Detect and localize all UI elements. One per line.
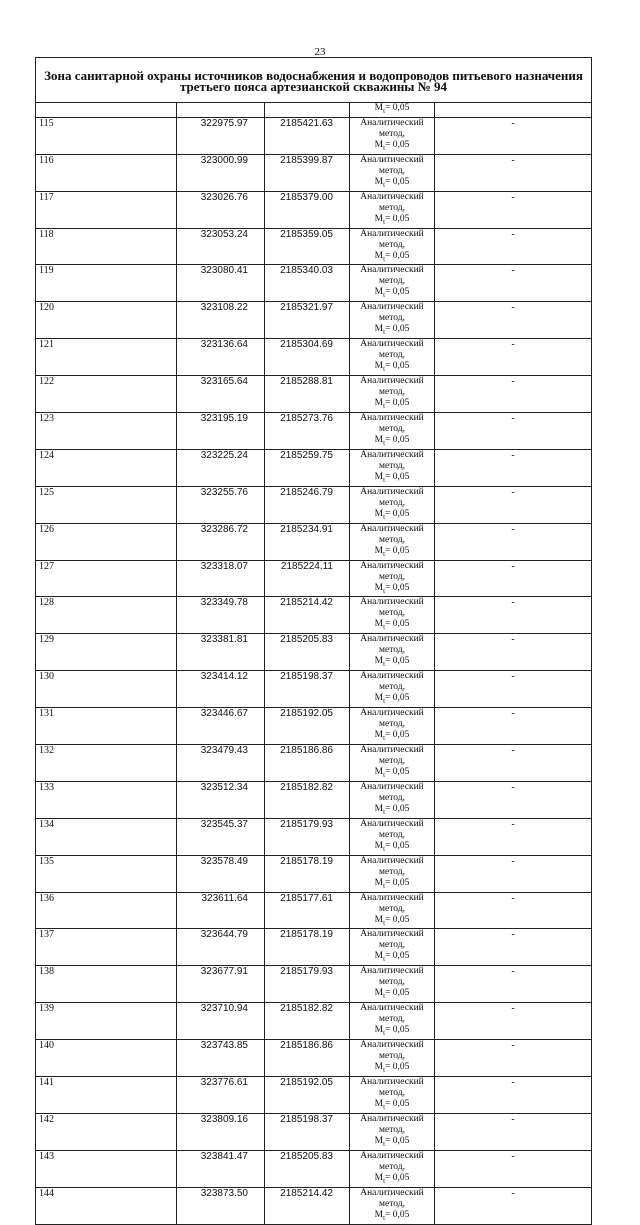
empty-dash: -	[435, 560, 592, 597]
coordinate-y: 2185259.75	[265, 449, 350, 486]
coordinate-y: 2185182.82	[265, 1003, 350, 1040]
empty-dash: -	[435, 597, 592, 634]
coordinate-x: 323414.12	[177, 671, 265, 708]
point-number: 142	[36, 1113, 177, 1150]
coordinate-x: 323841.47	[177, 1150, 265, 1187]
method-label: Аналитический метод,	[360, 449, 424, 471]
table-row	[36, 855, 592, 892]
table-row	[36, 560, 592, 597]
coordinate-x: 323136.64	[177, 339, 265, 376]
coordinate-y: 2185205.83	[265, 1150, 350, 1187]
empty-dash: -	[435, 449, 592, 486]
method-label: Аналитический метод,	[360, 413, 424, 435]
coordinate-x: 323479.43	[177, 745, 265, 782]
coordinate-y: 2185192.05	[265, 1077, 350, 1114]
table-row	[36, 818, 592, 855]
point-number: 117	[36, 191, 177, 228]
coordinate-y: 2185224.11	[265, 560, 350, 597]
coordinate-y: 2185214.42	[265, 1187, 350, 1224]
point-number: 128	[36, 597, 177, 634]
empty-dash: -	[435, 376, 592, 413]
empty-dash: -	[435, 708, 592, 745]
method-label: Аналитический метод,	[360, 302, 424, 324]
accuracy-value: $M_t= 0,05$	[374, 435, 410, 447]
table-row	[36, 781, 592, 818]
empty-dash: -	[435, 929, 592, 966]
accuracy-value: $M_t= 0,05$	[374, 1062, 410, 1075]
method-cell	[350, 265, 435, 302]
point-number: 129	[36, 634, 177, 671]
table-row	[36, 339, 592, 376]
empty-dash: -	[435, 855, 592, 892]
coordinate-y: 2185273.76	[265, 413, 350, 450]
table-row	[36, 265, 592, 302]
empty-dash: -	[435, 302, 592, 339]
title-line-2: третьего пояса артезианской скважины № 94	[180, 79, 448, 94]
point-number: 143	[36, 1150, 177, 1187]
empty-dash: -	[435, 966, 592, 1003]
coordinate-y: 2185399.87	[265, 154, 350, 191]
method-cell	[350, 376, 435, 413]
accuracy-value: $M_t= 0,05$	[374, 324, 410, 337]
table-row	[36, 892, 592, 929]
coordinate-y: 2185304.69	[265, 339, 350, 376]
accuracy-value: $M_t= 0,05$	[374, 951, 410, 964]
accuracy-value: $M_t= 0,05$	[374, 545, 410, 558]
coordinate-y: 2185198.37	[265, 1113, 350, 1150]
method-cell	[350, 966, 435, 1003]
accuracy-value: $M_t= 0,05$	[374, 287, 410, 300]
method-label: Аналитический метод,	[360, 929, 424, 951]
table-row	[36, 154, 592, 191]
method-label: Аналитический метод,	[360, 1187, 424, 1209]
coordinate-x: 323677.91	[177, 966, 265, 1003]
accuracy-value: $M_t= 0,05$	[374, 582, 410, 595]
point-number: 127	[36, 560, 177, 597]
table-row	[36, 1040, 592, 1077]
table-row	[36, 745, 592, 782]
method-cell	[350, 929, 435, 966]
method-label: Аналитический метод,	[360, 486, 424, 508]
coordinate-x: 323545.37	[177, 818, 265, 855]
coordinate-x: 323381.81	[177, 634, 265, 671]
point-number: 118	[36, 228, 177, 265]
accuracy-value: $M_t= 0,05$	[374, 877, 410, 890]
coordinate-x: 323710.94	[177, 1003, 265, 1040]
table-row	[36, 228, 592, 265]
accuracy-value: $M_t= 0,05$	[374, 398, 410, 411]
method-label: Аналитический метод,	[360, 339, 424, 361]
empty-dash: -	[435, 191, 592, 228]
point-number: 126	[36, 523, 177, 560]
table-title-row	[36, 58, 592, 103]
point-number: 132	[36, 745, 177, 782]
method-cell	[350, 486, 435, 523]
accuracy-value: $M_t= 0,05$	[374, 656, 410, 669]
method-cell	[350, 745, 435, 782]
coordinate-y: 2185178.19	[265, 855, 350, 892]
accuracy-value: $M_t= 0,05$	[374, 767, 410, 779]
empty-dash: -	[435, 1113, 592, 1150]
coordinate-y: 2185205.83	[265, 634, 350, 671]
method-label: Аналитический метод,	[360, 523, 424, 545]
coordinate-y: 2185192.05	[265, 708, 350, 745]
point-number: 119	[36, 265, 177, 302]
coordinate-x: 323108.22	[177, 302, 265, 339]
point-number: 141	[36, 1077, 177, 1114]
point-number: 125	[36, 486, 177, 523]
point-number: 135	[36, 855, 177, 892]
title-line-1: Зона санитарной охраны источников водоснабжения и водопроводов питьевого назначения	[44, 68, 583, 83]
method-label: Аналитический метод,	[360, 745, 424, 767]
method-label: Аналитический метод,	[360, 597, 424, 619]
method-cell	[350, 1077, 435, 1114]
method-label: Аналитический метод,	[360, 634, 424, 656]
point-number: 124	[36, 449, 177, 486]
table-title	[36, 58, 592, 103]
table-row	[36, 671, 592, 708]
table-row	[36, 1150, 592, 1187]
method-label: Аналитический метод,	[360, 855, 424, 877]
accuracy-value: $M_t= 0,05$	[374, 250, 410, 263]
coordinate-x: 323743.85	[177, 1040, 265, 1077]
method-label: Аналитический метод,	[360, 966, 424, 988]
empty-dash: -	[435, 265, 592, 302]
method-cell	[350, 154, 435, 191]
point-number: 131	[36, 708, 177, 745]
accuracy-value: $M_t= 0,05$	[374, 988, 410, 1001]
accuracy-value: $M_t= 0,05$	[374, 693, 410, 706]
method-cell	[350, 1187, 435, 1224]
accuracy-value: $M_t= 0,05$	[374, 361, 410, 374]
coordinate-x: 323873.50	[177, 1187, 265, 1224]
method-label: Аналитический метод,	[360, 154, 424, 176]
point-number: 134	[36, 818, 177, 855]
point-number: 136	[36, 892, 177, 929]
point-number: 137	[36, 929, 177, 966]
coordinate-y: 2185421.63	[265, 117, 350, 154]
coordinate-x: 323776.61	[177, 1077, 265, 1114]
coordinate-x: 323000.99	[177, 154, 265, 191]
method-label: Аналитический метод,	[360, 1003, 424, 1025]
method-label: Аналитический метод,	[360, 117, 424, 139]
method-label: Аналитический метод,	[360, 376, 424, 398]
method-label: Аналитический метод,	[360, 1040, 424, 1062]
accuracy-value: $M_t= 0,05$	[374, 730, 410, 743]
coordinate-x: 323080.41	[177, 265, 265, 302]
method-label: Аналитический метод,	[360, 191, 424, 213]
coordinate-y: 2185359.05	[265, 228, 350, 265]
table-row	[36, 1187, 592, 1224]
empty-dash: -	[435, 1003, 592, 1040]
accuracy-value: $M_t= 0,05$	[374, 471, 410, 484]
method-label: Аналитический метод,	[360, 265, 424, 287]
method-cell	[350, 228, 435, 265]
method-cell	[350, 449, 435, 486]
coordinate-y: 2185379.00	[265, 191, 350, 228]
empty-dash: -	[435, 117, 592, 154]
empty-dash: -	[435, 1077, 592, 1114]
coordinate-x: 323349.78	[177, 597, 265, 634]
table-row	[36, 486, 592, 523]
point-number: 133	[36, 781, 177, 818]
coordinate-x: 323318.07	[177, 560, 265, 597]
table-row	[36, 413, 592, 450]
table-row	[36, 929, 592, 966]
accuracy-value: $M_t= 0,05$	[374, 840, 410, 853]
point-number: 116	[36, 154, 177, 191]
table-row	[36, 634, 592, 671]
coordinate-y: 2185246.79	[265, 486, 350, 523]
point-number: 144	[36, 1187, 177, 1224]
accuracy-value: $M_t= 0,05$	[374, 508, 410, 521]
point-number: 138	[36, 966, 177, 1003]
empty-dash: -	[435, 781, 592, 818]
coordinate-y: 2185340.03	[265, 265, 350, 302]
method-label: Аналитический метод,	[360, 781, 424, 803]
method-cell	[350, 117, 435, 154]
method-label: Аналитический метод,	[360, 228, 424, 250]
method-cell	[350, 671, 435, 708]
coordinate-y: 2185288.81	[265, 376, 350, 413]
empty-dash: -	[435, 339, 592, 376]
coordinate-y: 2185198.37	[265, 671, 350, 708]
method-label: Аналитический метод,	[360, 1150, 424, 1172]
method-cell	[350, 855, 435, 892]
empty-dash: -	[435, 154, 592, 191]
method-cell	[350, 1040, 435, 1077]
method-label: Аналитический метод,	[360, 892, 424, 914]
coordinate-x: 323512.34	[177, 781, 265, 818]
method-label: Аналитический метод,	[360, 818, 424, 840]
method-cell	[350, 413, 435, 450]
method-cell	[350, 892, 435, 929]
accuracy-value: $M_t= 0,05$	[374, 619, 410, 632]
continued-row	[36, 103, 592, 118]
empty-dash: -	[435, 1040, 592, 1077]
point-number: 121	[36, 339, 177, 376]
page-number: 23	[314, 46, 326, 58]
table-row	[36, 1077, 592, 1114]
table-row	[36, 597, 592, 634]
method-cell	[350, 1150, 435, 1187]
method-label: Аналитический метод,	[360, 1113, 424, 1135]
coordinate-x: 323578.49	[177, 855, 265, 892]
table-row	[36, 1003, 592, 1040]
accuracy-value: $M_t= 0,05$	[374, 1209, 410, 1222]
method-cell	[350, 339, 435, 376]
method-cell	[350, 560, 435, 597]
point-number: 130	[36, 671, 177, 708]
empty-dash: -	[435, 818, 592, 855]
point-number: 123	[36, 413, 177, 450]
method-cell	[350, 1113, 435, 1150]
coordinate-x: 323286.72	[177, 523, 265, 560]
coordinate-x: 323165.64	[177, 376, 265, 413]
method-label: Аналитический метод,	[360, 560, 424, 582]
empty-dash: -	[435, 634, 592, 671]
method-cell	[350, 523, 435, 560]
coordinate-x: 323644.79	[177, 929, 265, 966]
coordinate-y: 2185214.42	[265, 597, 350, 634]
method-label: Аналитический метод,	[360, 1077, 424, 1099]
empty-dash: -	[435, 228, 592, 265]
table-row	[36, 191, 592, 228]
coordinate-x: 322975.97	[177, 117, 265, 154]
empty-dash: -	[435, 486, 592, 523]
coordinate-y: 2185186.86	[265, 1040, 350, 1077]
table-row	[36, 966, 592, 1003]
method-cell	[350, 708, 435, 745]
coordinate-x: 323255.76	[177, 486, 265, 523]
coordinate-x: 323195.19	[177, 413, 265, 450]
accuracy-value: $M_t= 0,05$	[374, 1025, 410, 1038]
table-row	[36, 523, 592, 560]
coordinate-y: 2185179.93	[265, 818, 350, 855]
coordinate-x: 323225.24	[177, 449, 265, 486]
coordinate-x: 323809.16	[177, 1113, 265, 1150]
empty-dash: -	[435, 1150, 592, 1187]
empty-dash: -	[435, 1187, 592, 1224]
coordinates-table	[35, 57, 592, 1225]
method-cell	[350, 191, 435, 228]
coordinate-y: 2185179.93	[265, 966, 350, 1003]
coordinate-y: 2185321.97	[265, 302, 350, 339]
accuracy-value: $M_t= 0,05$	[374, 914, 410, 927]
method-cell	[350, 818, 435, 855]
accuracy-value: $M_t= 0,05$	[374, 213, 410, 226]
accuracy-value: $M_t= 0,05$	[374, 1135, 410, 1148]
method-cell	[350, 597, 435, 634]
accuracy-value: $M_t= 0,05$	[374, 139, 410, 152]
coordinate-y: 2185234.91	[265, 523, 350, 560]
accuracy-value: $M_t= 0,05$	[374, 803, 410, 816]
coordinate-x: 323611.64	[177, 892, 265, 929]
accuracy-value: $M_t= 0,05$	[374, 176, 410, 189]
table-row	[36, 376, 592, 413]
point-number: 139	[36, 1003, 177, 1040]
coordinate-y: 2185178.19	[265, 929, 350, 966]
table-row	[36, 449, 592, 486]
accuracy-value: $M_t= 0,05$	[374, 1172, 410, 1185]
method-label: Аналитический метод,	[360, 708, 424, 730]
coordinate-x: 323053.24	[177, 228, 265, 265]
coordinate-y: 2185186.86	[265, 745, 350, 782]
point-number: 120	[36, 302, 177, 339]
accuracy-value: $M_t= 0,05$	[374, 1099, 410, 1111]
table-row	[36, 1113, 592, 1150]
continued-accuracy: $M_t= 0,05$	[350, 103, 435, 118]
method-cell	[350, 634, 435, 671]
table-row	[36, 302, 592, 339]
coordinate-x: 323446.67	[177, 708, 265, 745]
point-number: 115	[36, 117, 177, 154]
table-row	[36, 708, 592, 745]
point-number: 122	[36, 376, 177, 413]
empty-dash: -	[435, 523, 592, 560]
coordinate-y: 2185177.61	[265, 892, 350, 929]
coordinate-x: 323026.76	[177, 191, 265, 228]
empty-dash: -	[435, 745, 592, 782]
table-row	[36, 117, 592, 154]
coordinate-y: 2185182.82	[265, 781, 350, 818]
empty-dash: -	[435, 671, 592, 708]
empty-dash: -	[435, 892, 592, 929]
empty-dash: -	[435, 413, 592, 450]
method-cell	[350, 781, 435, 818]
method-label: Аналитический метод,	[360, 671, 424, 693]
method-cell	[350, 1003, 435, 1040]
method-cell	[350, 302, 435, 339]
point-number: 140	[36, 1040, 177, 1077]
